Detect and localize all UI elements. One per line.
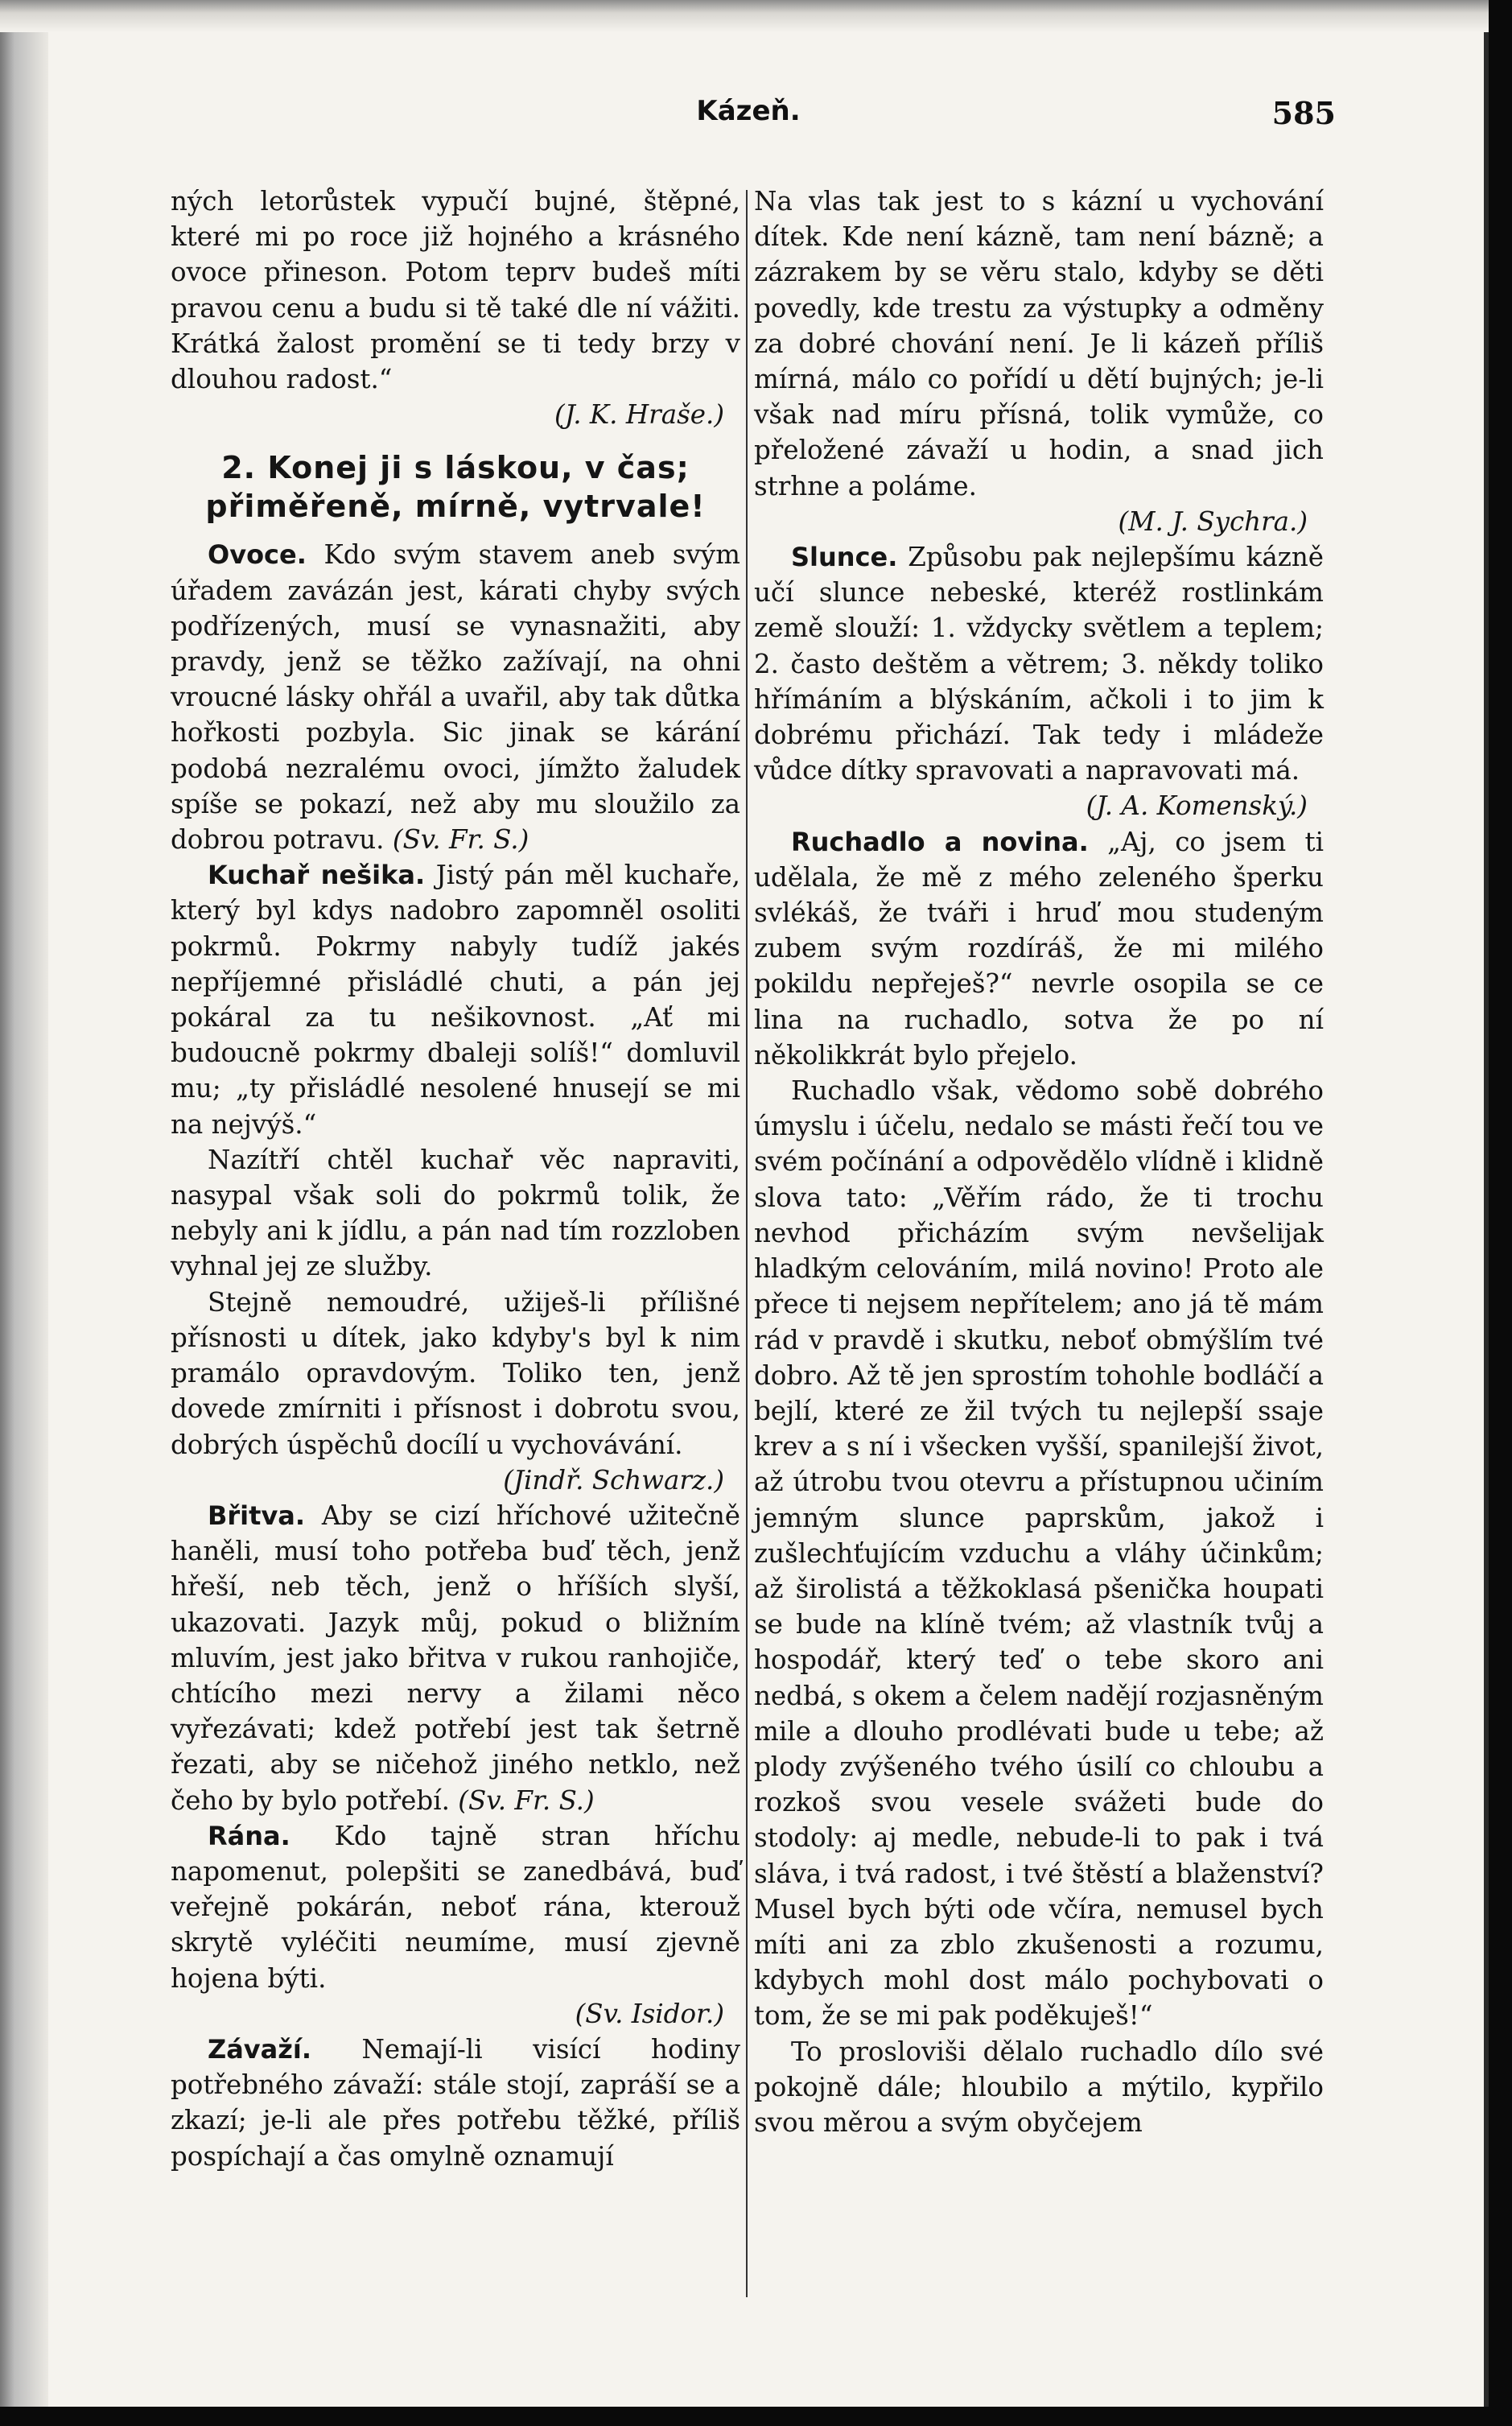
keyword-rana: Rána. <box>208 1820 290 1851</box>
keyword-ovoce: Ovoce. <box>208 539 307 571</box>
attribution-britva: (Sv. Fr. S.) <box>458 1784 595 1816</box>
keyword-britva: Břitva. <box>208 1500 306 1531</box>
section-heading: 2. Konej ji s láskou, v čas; přiměřeně, mírně, vytrvale! <box>205 450 706 525</box>
right-paragraph-1 <box>754 184 1324 539</box>
entry-slunce <box>754 539 1324 824</box>
text-britva: Aby se cizí hříchové užitečně haněli, musí toho potřeba buď těch, jenž hřeší, neb těch, jenž o hříších slyší, ukazovati. Jazyk můj, pokud o bližním mluvím, jest jako břitva v rukou ranhojiče, chtícího mezi nervy a žilami něco vyřezávati; kdež potřebí jest tak šetrně řezati, aby se ničehož jiného netklo, než čeho by bylo potřebí. <box>171 1500 740 1816</box>
keyword-slunce: Slunce. <box>791 542 898 573</box>
text-slunce: Způsobu pak nejlepšímu kázně učí slunce nebeské, kteréž rostlinkám země slouží: 1. vždycky světlem a teplem; 2. často deštěm a větrem; 3. někdy toliko hřímáním a blýskáním, ačkoli i to jim k dobrému přichází. Tak tedy i mládeže vůdce dítky spravovati a napravovati má. <box>754 542 1324 786</box>
paragraph-nazitri: Nazítří chtěl kuchař věc napraviti, nasypal však soli do pokrmů tolik, že nebyly ani k jídlu, a pán nad tím rozzloben vyhnal jej ze služby. <box>171 1144 740 1282</box>
scan-top-shadow <box>0 0 1489 32</box>
entry-ruchadlo <box>754 824 1324 1073</box>
text-stejne: Stejně nemoudré, užiješ-li přílišné přísnosti u dítek, jako kdyby's byl k nim pramálo opravdovým. Toliko ten, jenž dovede zmírniti i přísnost i dobrotu svou, dobrých úspěchů docílí u vychovávání. <box>171 1286 740 1460</box>
page-title: Kázeň. <box>696 95 801 127</box>
text-kuchar: Jistý pán měl kuchaře, který byl kdys nadobro zapomněl osoliti pokrmů. Pokrmy nabyly tudíž jakés nepříjemné přisládlé chuti, a pán jej pokáral za tu nešikovnost. „Ať mi budoucně pokrmy dbaleji solíš!“ domluvil mu; „ty přisládlé nesolené hnusejí se mi na nejvýš.“ <box>171 860 741 1140</box>
attribution-isidor: (Sv. Isidor.) <box>575 1998 724 2029</box>
entry-kuchar <box>171 857 740 1142</box>
text-zavazi: Nemají-li visící hodiny potřebného závaží: stále stojí, zapráší se a zkazí; je-li ale přes potřebu těžké, příliš pospíchají a čas omylně oznamují <box>171 2033 740 2172</box>
attribution-ovoce: (Sv. Fr. S.) <box>392 824 529 856</box>
scan-edge-shadow <box>0 0 48 2407</box>
paragraph-ruchadlo-end: To prosloviši dělalo ruchadlo dílo své pokojně dále; hloubilo a mýtilo, kypřilo svou měrou a svým obyčejem <box>754 2036 1324 2138</box>
column-divider <box>746 190 748 2297</box>
text-ruchadlo: „Aj, co jsem ti udělala, že mě z mého zeleného šperku svlékáš, že tváři i hruď mou studeným zubem svým rozdíráš, že mi milého pokildu nepřeješ?“ nevrle osopila se ce lina na ruchadlo, sotva že po ní několikkrát bylo přejelo. <box>754 826 1325 1071</box>
text-rana: Kdo tajně stran hříchu napomenut, polepšiti se zanedbává, buď veřejně pokárán, neboť rána, kterouž skrytě vyléčiti neumíme, musí zjevně hojena býti. <box>171 1820 740 1994</box>
attribution-hrase: (J. K. Hraše.) <box>554 399 724 431</box>
right-column <box>754 184 1324 2140</box>
text-ovoce: Kdo svým stavem aneb svým úřadem zavázán jest, kárati chyby svých podřízených, musí se vynasnažiti, aby pravdy, jenž se těžko zažívají, na ohni vroucné lásky ohřál a uvařil, aby tak důtka hořkosti pozbyla. Sic jinak se kárání podobá nezralému ovoci, jímžto žaludek spíše se pokazí, než aby mu sloužilo za dobrou potravu. <box>171 539 740 856</box>
paragraph-stejne <box>171 1285 740 1498</box>
entry-rana <box>171 1818 740 2032</box>
left-column <box>171 184 740 2174</box>
running-head <box>161 95 1336 135</box>
left-p1-text: ných letorůstek vypučí bujné, štěpné, které mi po roce již hojného a krásného ovoce přineson. Potom teprv budeš míti pravou cenu a budu si tě také dle ní vážiti. Krátká žalost promění se ti tedy brzy v dlouhou radost.“ <box>171 186 740 395</box>
attribution-sychra: (M. J. Sychra.) <box>1118 505 1308 537</box>
entry-ovoce <box>171 537 740 857</box>
keyword-zavazi: Závaží. <box>208 2033 311 2065</box>
page-number: 585 <box>1271 95 1336 131</box>
right-p1-text: Na vlas tak jest to s kázní u vychování dítek. Kde není kázně, tam není bázně; a zázrakem by se věru stalo, kdyby se děti povedly, kde trestu za výstupky a odměny za dobré chování není. Je li kázeň příliš mírná, málo co pořídí u dětí bujných; je-li však nad míru přísná, tolik vymůže, co přeložené závaží u hodin, a snad jich strhne a poláme. <box>754 186 1324 501</box>
keyword-ruchadlo: Ruchadlo a novina. <box>791 826 1089 857</box>
paragraph-ruchadlo-reply: Ruchadlo však, vědomo sobě dobrého úmyslu i účelu, nedalo se másti řečí tou ve svém počínání a odpovědělo vlídně i klidně slova tato: „Věřím rádo, že ti trochu nevhod přicházím svým nevšelijak hladkým celováním, milá novino! Proto ale přece ti nejsem nepřítelem; ano já tě mám rád v pravdě i skutku, neboť obmýšlím tvé dobro. Až tě jen sprostím tohohle bodláčí a bejlí, které ze žil tvých tu nejlepší ssaje krev a s ní i všecken vyšší, spanilejší život, až útrobu tvou otevru a přístupnou učiním jemným slunce paprskům, jakož i zušlechťujícím vzduchu a vláhy účinkům; až širolistá a těžkoklasá pšenička houpati se bude na klíně tvém; až vlastník tvůj a hospodář, který teď o tebe skoro ani nedbá, s okem a čelem nadějí rozjasněným mile a dlouho prodlévati bude u tebe; až plody zvýšeného tvého úsilí co chloubu a rozkoš svou vesele svážeti bude do stodoly: aj medle, nebude-li to pak i tvá sláva, i tvá radost, i tvé štěstí a blaženství? Musel bych býti ode včíra, nemusel bych míti ani za zblo zkušenosti a rozumu, kdybych mohl dost málo pochybovati o tom, že se mi pak poděkuješ!“ <box>754 1075 1324 2032</box>
keyword-kuchar: Kuchař nešika. <box>208 860 426 891</box>
attribution-komensky: (J. A. Komenský.) <box>1086 790 1308 822</box>
attribution-schwarz: (Jindř. Schwarz.) <box>503 1464 724 1496</box>
entry-britva <box>171 1498 740 1818</box>
entry-zavazi <box>171 2032 740 2174</box>
left-paragraph-1 <box>171 184 740 432</box>
